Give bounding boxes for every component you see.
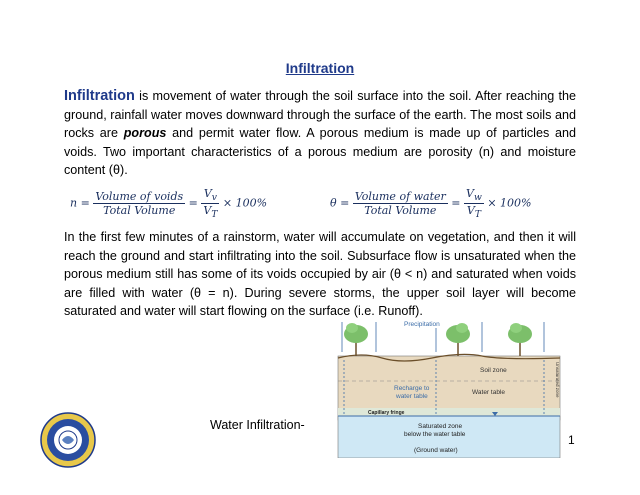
paragraph-rainstorm: In the first few minutes of a rainstorm, water will accumulate on vegetation, and then it will reach the ground and start infiltrating into the soil. Subsurface flow is unsaturated when the porous medium still has some of its voids occupied by air (θ < n) and saturated when voids are filled with water (θ = n). During severe storms, the upper soil layer will become saturated and water will start flowing on the surface (i.e. Runoff).: [64, 230, 576, 318]
slide-title-text: Infiltration: [285, 60, 355, 76]
formula1-denominator: Total Volume: [103, 204, 176, 218]
formula2-vw: V: [466, 187, 474, 200]
saturated-zone-label-line1: Saturated zone: [418, 423, 463, 430]
formula2-vw-sub: w: [473, 192, 482, 204]
formula1-percent: × 100%: [222, 196, 268, 210]
formula2-vt-sub: T: [474, 209, 481, 221]
unsaturated-zone-label: Unsaturated zone: [555, 362, 560, 398]
intro-text-b: and permit water flow. A porous medium is made up of particles and voids. Two important characteristics of a porous medium are porosity (n) and moisture content (θ).: [64, 126, 576, 177]
formula1-symbol-fraction: [201, 187, 219, 220]
saturated-zone-label-line2: below the water table: [404, 431, 466, 438]
slide-title: [0, 60, 640, 78]
water-table-label: Water table: [472, 389, 505, 396]
formula1-vt: V: [203, 204, 212, 218]
precipitation-label: Precipitation: [404, 321, 440, 328]
formula2-lhs: θ =: [330, 196, 350, 210]
moisture-formula: [330, 187, 531, 220]
formula2-fraction: [353, 190, 448, 217]
formula2-vt: V: [466, 204, 475, 218]
formula1-vt-sub: T: [211, 209, 218, 221]
formula1-numerator: Volume of voids: [95, 190, 184, 204]
page-number: 1: [568, 433, 575, 447]
intro-text-a: is movement of water through the soil surface into the soil. After reaching the ground, rainfall water moves downward through the surface of the earth. The most soils and rocks are: [64, 89, 576, 140]
formula1-vv-sub: v: [211, 192, 217, 204]
porosity-formula: [70, 187, 267, 220]
recharge-label-line2: water table: [396, 393, 428, 400]
tree-icon: [508, 323, 532, 356]
tree-icon: [344, 323, 368, 356]
footer-label: Water Infiltration-: [210, 418, 305, 432]
capillary-fringe-label: Capillary fringe: [368, 410, 405, 416]
formula1-fraction: [93, 190, 185, 217]
tree-icon: [446, 323, 470, 356]
emphasis-porous: porous: [123, 126, 167, 140]
paragraph-intro: [64, 87, 576, 180]
formula1-vv: V: [203, 187, 212, 200]
formula2-numerator: Volume of water: [354, 190, 446, 204]
formula2-equals: =: [451, 196, 461, 210]
formula2-percent: × 100%: [487, 196, 532, 210]
formula1-equals: =: [188, 196, 198, 210]
university-seal-icon: [40, 412, 96, 468]
formula2-denominator: Total Volume: [364, 204, 437, 218]
formula1-lhs: n =: [70, 196, 90, 210]
infiltration-diagram: [332, 318, 564, 458]
recharge-label-line1: Recharge to: [394, 385, 430, 392]
soil-zone-label: Soil zone: [480, 367, 507, 374]
lead-term: Infiltration: [64, 88, 135, 104]
ground-water-label: (Ground water): [414, 447, 458, 454]
formula2-symbol-fraction: [464, 187, 484, 220]
